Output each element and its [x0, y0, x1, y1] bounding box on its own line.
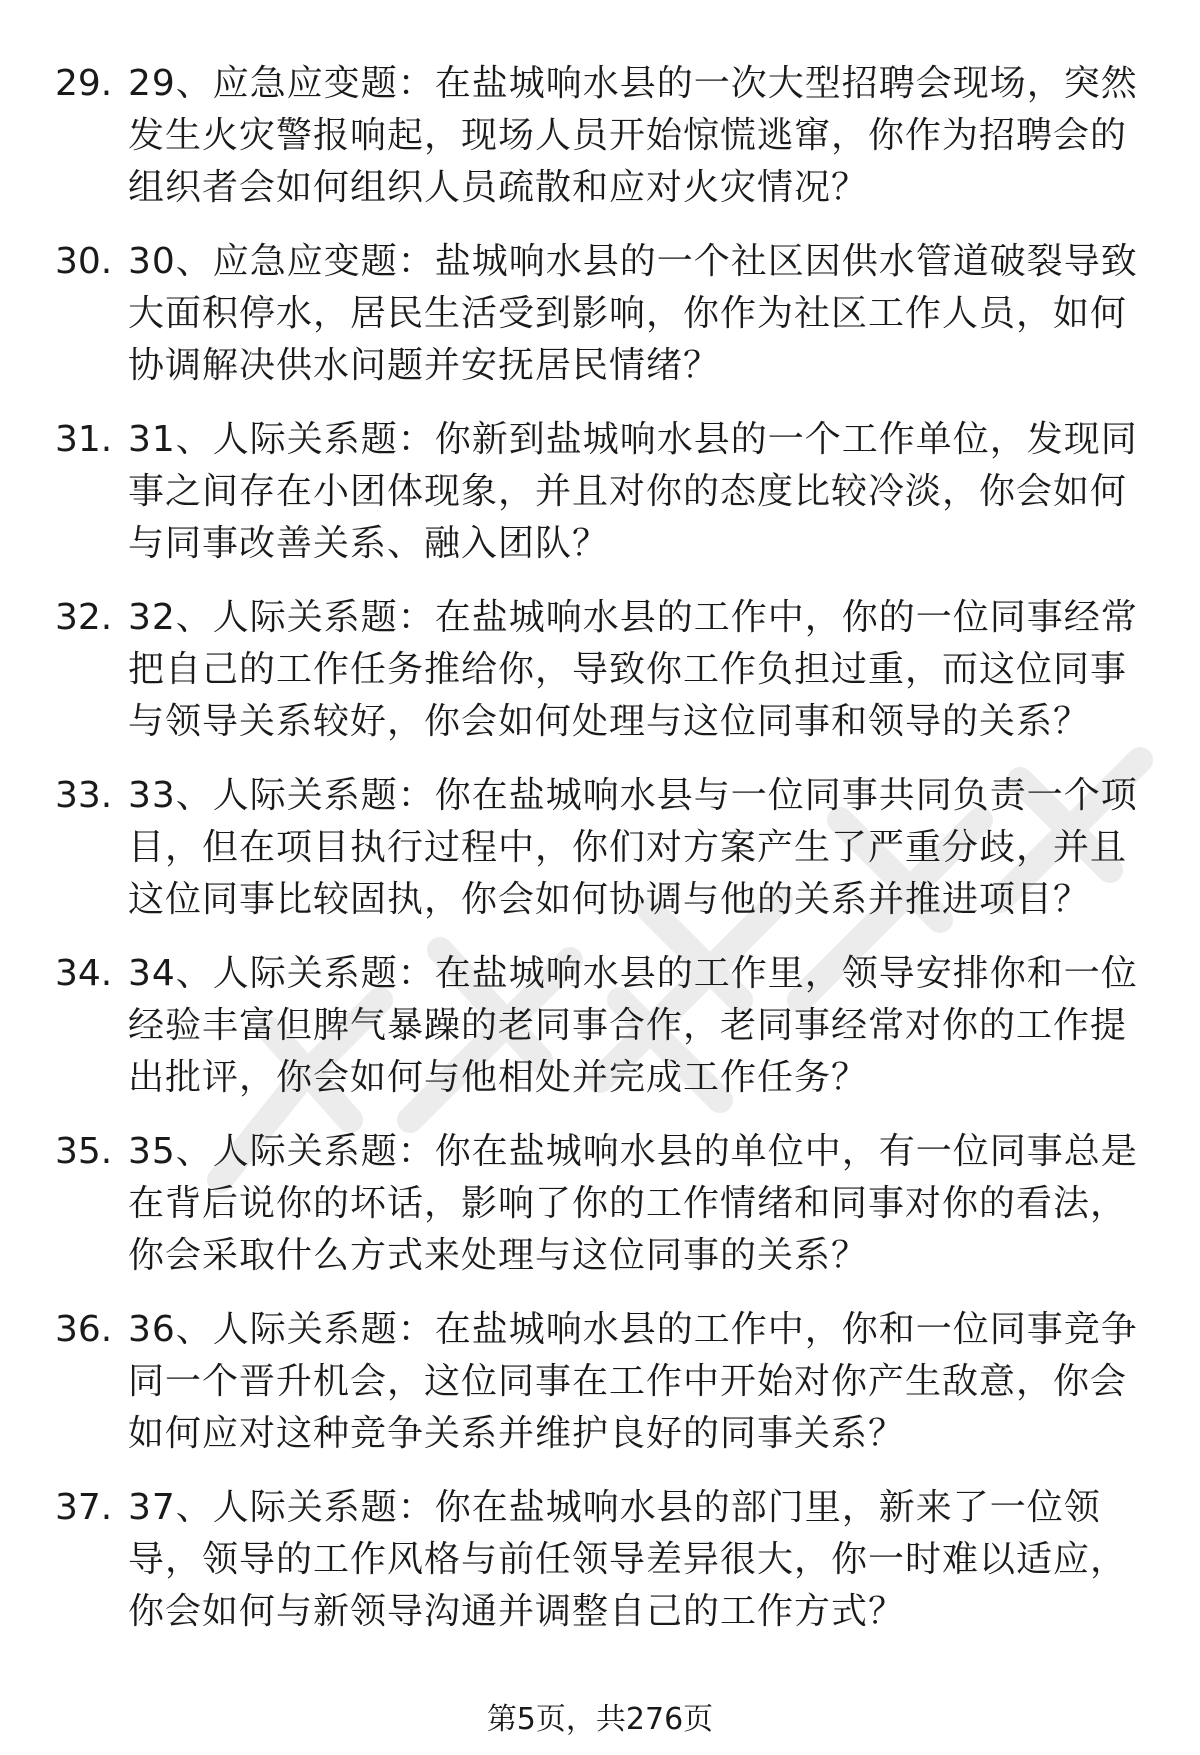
- page-number-label: 第5页，共276页: [486, 1702, 714, 1737]
- question-item-35: [0, 1126, 1200, 1304]
- question-text: 30、应急应变题：盐城响水县的一个社区因供水管道破裂导致大面积停水，居民生活受到影响，你作为社区工作人员，如何协调解决供水问题并安抚居民情绪？: [128, 241, 1138, 386]
- question-text: 36、人际关系题：在盐城响水县的工作中，你和一位同事竞争同一个晋升机会，这位同事在工作中开始对你产生敌意，你会如何应对这种竞争关系并维护良好的同事关系？: [128, 1309, 1138, 1454]
- question-text: 34、人际关系题：在盐城响水县的工作里，领导安排你和一位经验丰富但脾气暴躁的老同事合作，老同事经常对你的工作提出批评，你会如何与他相处并完成工作任务？: [128, 953, 1138, 1098]
- question-number: 30.: [55, 241, 113, 282]
- question-item-31: [0, 414, 1200, 592]
- question-item-29: [0, 58, 1200, 236]
- question-number: 35.: [55, 1131, 113, 1172]
- question-text: 29、应急应变题：在盐城响水县的一次大型招聘会现场，突然发生火灾警报响起，现场人员开始惊慌逃窜，你作为招聘会的组织者会如何组织人员疏散和应对火灾情况？: [128, 63, 1138, 208]
- question-number: 37.: [55, 1487, 113, 1528]
- question-item-37: [0, 1482, 1200, 1660]
- question-number: 31.: [55, 419, 113, 460]
- question-number: 29.: [55, 63, 113, 104]
- question-item-30: [0, 236, 1200, 414]
- question-number: 34.: [55, 953, 113, 994]
- question-text: 33、人际关系题：你在盐城响水县与一位同事共同负责一个项目，但在项目执行过程中，你们对方案产生了严重分歧，并且这位同事比较固执，你会如何协调与他的关系并推进项目？: [128, 775, 1138, 920]
- question-item-33: [0, 770, 1200, 948]
- question-item-32: [0, 592, 1200, 770]
- question-item-34: [0, 948, 1200, 1126]
- question-number: 33.: [55, 775, 113, 816]
- question-number: 36.: [55, 1309, 113, 1350]
- question-text: 35、人际关系题：你在盐城响水县的单位中，有一位同事总是在背后说你的坏话，影响了你的工作情绪和同事对你的看法，你会采取什么方式来处理与这位同事的关系？: [128, 1131, 1138, 1276]
- question-text: 32、人际关系题：在盐城响水县的工作中，你的一位同事经常把自己的工作任务推给你，导致你工作负担过重，而这位同事与领导关系较好，你会如何处理与这位同事和领导的关系？: [128, 597, 1138, 742]
- question-text: 37、人际关系题：你在盐城响水县的部门里，新来了一位领导，领导的工作风格与前任领导差异很大，你一时难以适应，你会如何与新领导沟通并调整自己的工作方式？: [128, 1487, 1128, 1632]
- question-item-36: [0, 1304, 1200, 1482]
- question-text: 31、人际关系题：你新到盐城响水县的一个工作单位，发现同事之间存在小团体现象，并且对你的态度比较冷淡，你会如何与同事改善关系、融入团队？: [128, 419, 1138, 564]
- question-number: 32.: [55, 597, 113, 638]
- question-list: [0, 58, 1200, 1660]
- page-footer: [0, 1700, 1200, 1740]
